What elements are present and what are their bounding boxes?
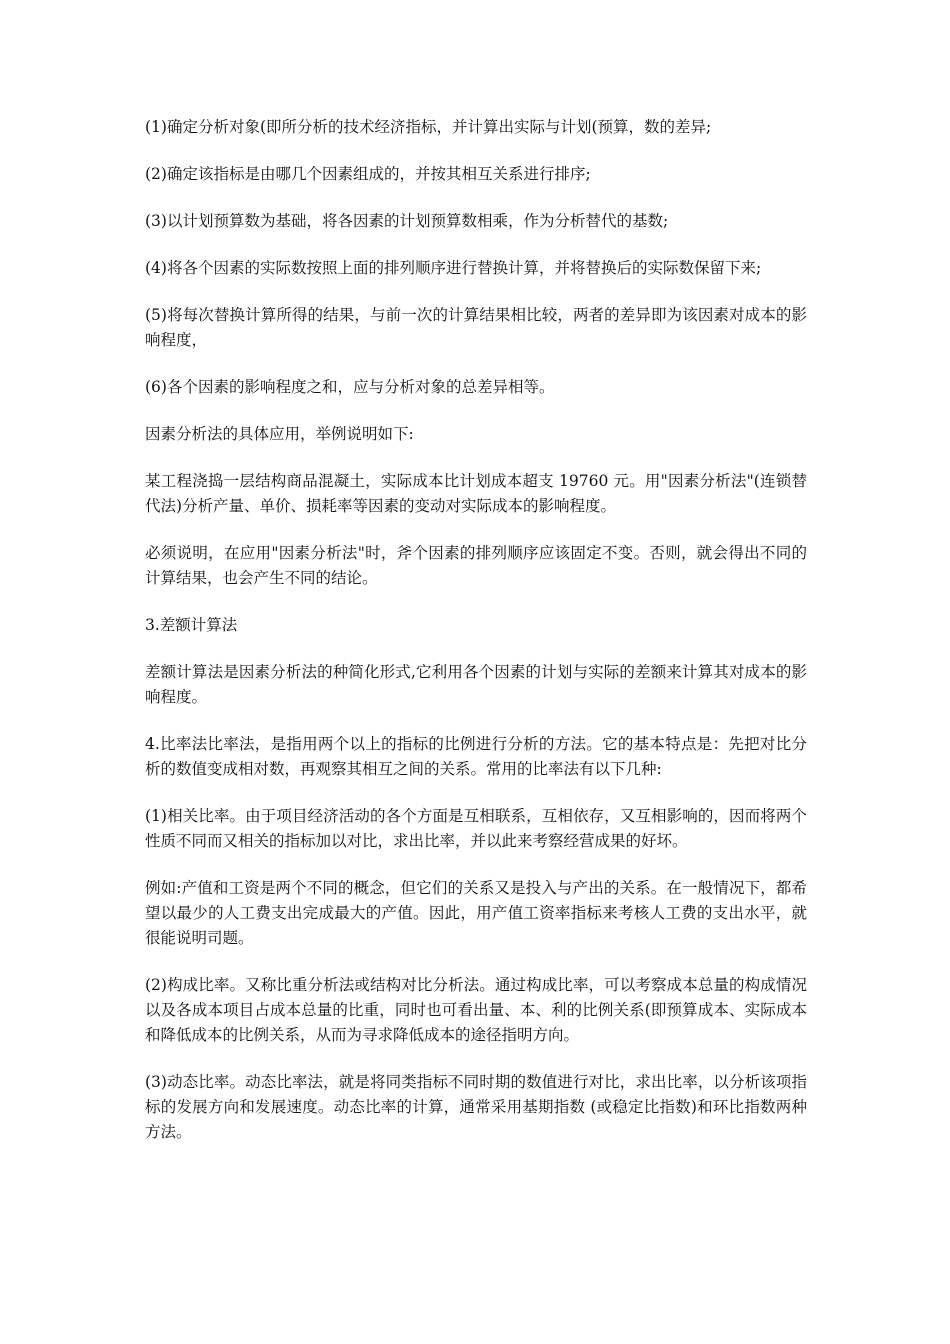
paragraph-14: 例如:产值和工资是两个不同的概念，但它们的关系又是投入与产出的关系。在一般情况下，都希望以最少的人工费支出完成最大的产值。因此，用产值工资率指标来考核人工费的支出水平，就很能说明司题。 (145, 879, 807, 947)
paragraph-15: (2)构成比率。又称比重分析法或结构对比分析法。通过构成比率，可以考察成本总量的构成情况以及各成本项目占成本总量的比重，同时也可看出量、本、利的比例关系(即预算成本、实际成本和降低成本的比例关系，从而为寻求降低成本的途径指明方向。 (145, 976, 807, 1044)
paragraph-9: 必须说明，在应用"因素分析法"时，斧个因素的排列顺序应该固定不变。否则，就会得出不同的计算结果，也会产生不同的结论。 (145, 544, 807, 587)
document-body (145, 115, 807, 1167)
paragraph-8: 某工程浇捣一层结构商品混凝土，实际成本比计划成本超支 19760 元。用"因素分析法"(连锁替代法)分析产量、单价、损耗率等因素的变动对实际成本的影响程度。 (145, 472, 807, 515)
paragraph-5: (5)将每次替换计算所得的结果，与前一次的计算结果相比较，两者的差异即为该因素对成本的影响程度， (145, 306, 807, 349)
section-heading-3: 3.差额计算法 (145, 616, 238, 634)
paragraph-11: 差额计算法是因素分析法的种简化形式,它利用各个因素的计划与实际的差额来计算其对成本的影响程度。 (145, 663, 807, 706)
paragraph-16: (3)动态比率。动态比率法，就是将同类指标不同时期的数值进行对比，求出比率，以分析该项指标的发展方向和发展速度。动态比率的计算，通常采用基期指数 (或稳定比指数)和环比指数两种方法。 (145, 1073, 807, 1141)
paragraph-7: 因素分析法的具体应用，举例说明如下: (145, 425, 414, 443)
paragraph-3: (3)以计划预算数为基础，将各因素的计划预算数相乘，作为分析替代的基数; (145, 212, 669, 230)
section-heading-4: 4.比率法比率法，是指用两个以上的指标的比例进行分析的方法。它的基本特点是：先把对比分析的数值变成相对数，再观察其相互之间的关系。常用的比率法有以下几种: (145, 735, 807, 778)
paragraph-13: (1)相关比率。由于项目经济活动的各个方面是互相联系，互相依存，又互相影响的，因而将两个性质不同而又相关的指标加以对比，求出比率，并以此来考察经营成果的好坏。 (145, 807, 807, 850)
paragraph-6: (6)各个因素的影响程度之和，应与分析对象的总差异相等。 (145, 378, 555, 396)
paragraph-1: (1)确定分析对象(即所分析的技术经济指标，并计算出实际与计划(预算，数的差异; (145, 118, 712, 136)
paragraph-4: (4)将各个因素的实际数按照上面的排列顺序进行替换计算，并将替换后的实际数保留下来; (145, 259, 762, 277)
paragraph-2: (2)确定该指标是由哪几个因素组成的，并按其相互关系进行排序; (145, 165, 591, 183)
